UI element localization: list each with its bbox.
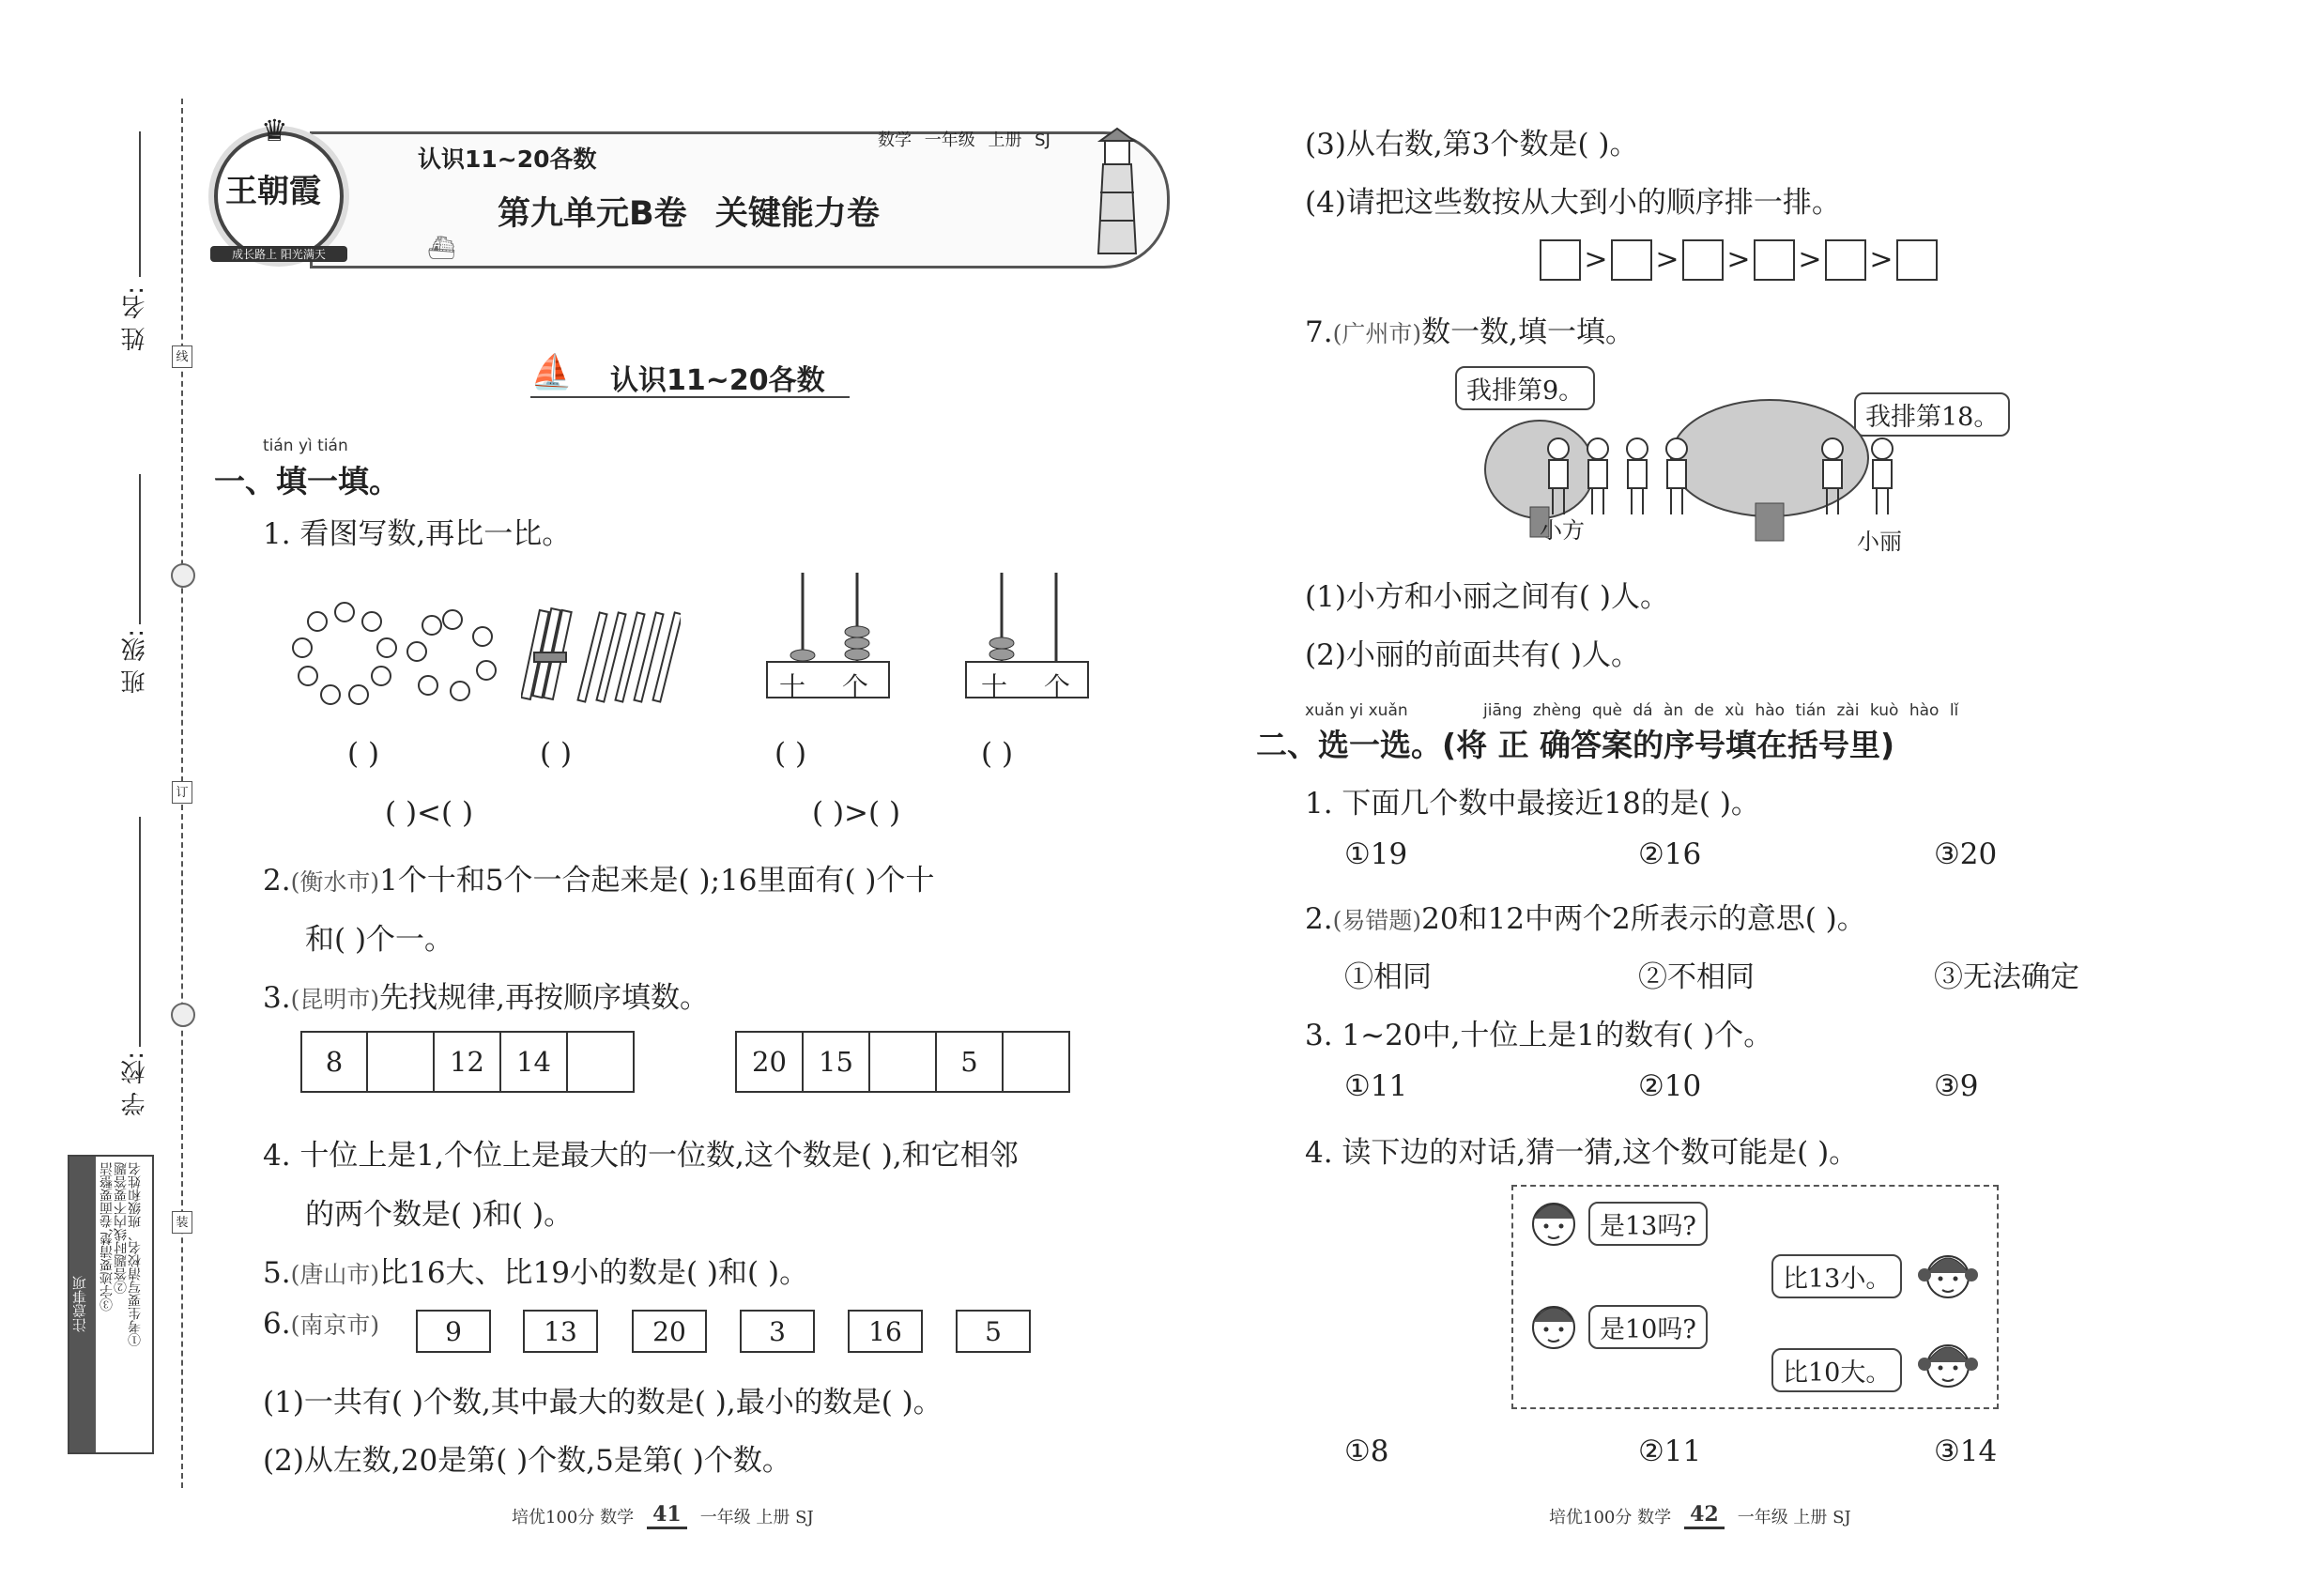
speech-bubble-9: 我排第9。 xyxy=(1455,366,1595,410)
q7-number: 7. xyxy=(1305,315,1333,349)
order-box[interactable] xyxy=(1825,239,1866,281)
q5-number: 5. xyxy=(263,1256,291,1290)
q3 xyxy=(263,974,709,1016)
p2-q2-opt-1[interactable]: ①相同 xyxy=(1344,960,1432,994)
section-heading-text: 认识11~20各数 xyxy=(610,364,825,397)
q5-text: 比16大、比19小的数是( )和( )。 xyxy=(379,1256,809,1290)
q5 xyxy=(263,1249,808,1291)
gt-sign: > xyxy=(1726,243,1751,276)
answer-paren[interactable]: ( ) xyxy=(981,737,1014,771)
footer-right-grade: 一年级 上册 SJ xyxy=(1737,1507,1851,1527)
sailboat-icon: ⛵ xyxy=(530,353,573,391)
part2-pinyin-b: jiāng zhèng què dá àn de xù hào tián zài kuò hào lǐ xyxy=(1483,701,1959,720)
q6-1: (1)一共有( )个数,其中最大的数是( ),最小的数是( )。 xyxy=(263,1386,943,1420)
number-card: 3 xyxy=(740,1310,815,1353)
footer-left-grade: 一年级 上册 SJ xyxy=(699,1507,814,1527)
p2-q2 xyxy=(1305,895,1866,937)
cut-mark: 订 xyxy=(172,781,192,804)
class-label: 班 级: xyxy=(121,629,149,695)
topic-label: 认识11~20各数 xyxy=(418,146,597,173)
part2-pinyin-a: xuǎn yi xuǎn xyxy=(1305,701,1408,720)
seq-cell: 20 xyxy=(735,1031,804,1093)
class-field[interactable] xyxy=(139,474,141,624)
seq-cell: 15 xyxy=(802,1031,870,1093)
abacus-2-label: 十 个 xyxy=(981,671,1070,702)
note-1: ①考生要写清校名、班级和姓名 xyxy=(128,1162,143,1346)
q7-source: (广州市) xyxy=(1332,320,1422,347)
footer-left-series: 培优100分 数学 xyxy=(512,1507,635,1527)
q6-3: (3)从右数,第3个数是( )。 xyxy=(1305,128,1639,161)
p2-q4-opt-1[interactable]: ①8 xyxy=(1344,1435,1389,1468)
logo xyxy=(214,113,344,261)
school-label: 学 校: xyxy=(121,1051,149,1117)
order-boxes xyxy=(1540,239,1938,281)
p2-q3: 3. 1~20中,十位上是1的数有( )个。 xyxy=(1305,1019,1773,1052)
cut-mark: 装 xyxy=(172,1211,192,1234)
q3-text: 先找规律,再按顺序填数。 xyxy=(379,981,709,1015)
crown-icon: ♛ xyxy=(261,113,288,148)
p2-q4: 4. 读下边的对话,猜一猜,这个数可能是( )。 xyxy=(1305,1136,1859,1170)
number-card: 16 xyxy=(848,1310,923,1353)
part1-pinyin: tián yì tián xyxy=(263,437,348,455)
speech-bubble-18: 我排第18。 xyxy=(1854,392,2010,437)
q4-text: 4. 十位上是1,个位上是最大的一位数,这个数是( ),和它相邻 xyxy=(263,1139,1019,1173)
seq-cell-blank[interactable] xyxy=(1002,1031,1070,1093)
q5-source: (唐山市) xyxy=(290,1261,380,1288)
seq-cell-blank[interactable] xyxy=(566,1031,635,1093)
p2-q2-text: 20和12中两个2所表示的意思( )。 xyxy=(1421,902,1866,936)
number-card: 13 xyxy=(523,1310,598,1353)
footer-right xyxy=(1549,1502,1851,1529)
p2-q1: 1. 下面几个数中最接近18的是( )。 xyxy=(1305,787,1760,821)
boy-face-icon xyxy=(1527,1194,1580,1256)
girl-face-icon xyxy=(1917,1243,1979,1309)
seq-cell: 5 xyxy=(935,1031,1004,1093)
q2-number: 2. xyxy=(263,864,291,898)
binding-hole xyxy=(171,1003,195,1027)
part2-title: 二、选一选。(将 正 确答案的序号填在括号里) xyxy=(1256,727,1895,763)
order-box[interactable] xyxy=(1540,239,1581,281)
p2-q2-number: 2. xyxy=(1305,902,1333,936)
dialog-bubble-2: 比13小。 xyxy=(1771,1254,1902,1298)
order-box[interactable] xyxy=(1896,239,1938,281)
dialog-box xyxy=(1511,1185,1999,1409)
children-queue xyxy=(1540,432,1859,521)
seq-cell-blank[interactable] xyxy=(868,1031,937,1093)
compare-gt[interactable]: ( )>( ) xyxy=(812,796,901,830)
ship-icon: ⛴ xyxy=(427,235,456,261)
q6-2: (2)从左数,20是第( )个数,5是第( )个数。 xyxy=(263,1444,791,1478)
p2-q1-opt-3[interactable]: ③20 xyxy=(1934,837,1998,871)
name-field[interactable] xyxy=(139,131,141,277)
q2-text-cont: 和( )个一。 xyxy=(305,923,454,957)
q3-number: 3. xyxy=(263,981,291,1015)
notes-title: 注意事项 xyxy=(69,1157,96,1452)
note-2: ②答题时线内不要答题 xyxy=(114,1162,129,1294)
name-label: 姓 名: xyxy=(121,286,149,352)
name-xiaofang: 小方 xyxy=(1540,517,1585,544)
q4-text-cont: 的两个数是( )和( )。 xyxy=(305,1198,574,1232)
seq-cell: 8 xyxy=(300,1031,368,1093)
dialog-bubble-1: 是13吗? xyxy=(1588,1202,1708,1246)
answer-paren[interactable]: ( ) xyxy=(540,737,573,771)
q3-source: (昆明市) xyxy=(290,986,380,1013)
gt-sign: > xyxy=(1798,243,1822,276)
bead-ring-small xyxy=(406,608,499,702)
boy-face-icon xyxy=(1527,1297,1580,1359)
meta-label: 数学 一年级 上册 SJ xyxy=(878,130,1050,150)
p2-q1-opt-1[interactable]: ①19 xyxy=(1344,837,1408,871)
p2-q4-opt-3[interactable]: ③14 xyxy=(1934,1435,1998,1468)
page-title: 第九单元B卷 关键能力卷 xyxy=(498,195,880,233)
number-card: 9 xyxy=(416,1310,491,1353)
notes-box xyxy=(68,1155,154,1454)
answer-paren[interactable]: ( ) xyxy=(774,737,807,771)
abacus-1-label: 十 个 xyxy=(779,671,868,702)
q6-source: (南京市) xyxy=(290,1312,380,1339)
page-number-left: 41 xyxy=(647,1502,687,1529)
seq-cell-blank[interactable] xyxy=(366,1031,435,1093)
child-xiaoli xyxy=(1863,432,1901,521)
p2-q2-source: (易错题) xyxy=(1332,907,1422,934)
seq-cell: 14 xyxy=(499,1031,568,1093)
answer-paren[interactable]: ( ) xyxy=(347,737,380,771)
footer-left xyxy=(512,1502,814,1529)
part1-title: 一、填一填。 xyxy=(214,463,400,499)
p2-q4-opt-2[interactable]: ②11 xyxy=(1638,1435,1702,1468)
q2 xyxy=(263,856,935,898)
dialog-bubble-4: 比10大。 xyxy=(1771,1348,1902,1392)
q7-text: 数一数,填一填。 xyxy=(1421,315,1634,349)
logo-text: 王朝霞 xyxy=(225,173,321,210)
q6 xyxy=(263,1307,379,1341)
p2-q3-opt-1[interactable]: ①11 xyxy=(1344,1069,1408,1103)
bead-ring-large xyxy=(291,601,399,709)
q7-1: (1)小方和小丽之间有( )人。 xyxy=(1305,580,1669,614)
heading-underline xyxy=(530,396,850,398)
p2-q3-opt-3[interactable]: ③9 xyxy=(1934,1069,1979,1103)
q2-source: (衡水市) xyxy=(290,868,380,896)
q1-text: 1. 看图写数,再比一比。 xyxy=(263,517,572,551)
p2-q1-opt-2[interactable]: ②16 xyxy=(1638,837,1702,871)
stick-bundle-icon xyxy=(521,601,681,709)
seq-cell: 12 xyxy=(433,1031,501,1093)
q7-2: (2)小丽的前面共有( )人。 xyxy=(1305,638,1640,672)
q2-text: 1个十和5个一合起来是( );16里面有( )个十 xyxy=(379,864,935,898)
p2-q3-opt-2[interactable]: ②10 xyxy=(1638,1069,1702,1103)
number-card: 20 xyxy=(632,1310,707,1353)
p2-q2-opt-3[interactable]: ③无法确定 xyxy=(1934,960,2079,994)
number-card: 5 xyxy=(956,1310,1031,1353)
q6-4: (4)请把这些数按从大到小的顺序排一排。 xyxy=(1305,186,1841,220)
order-box[interactable] xyxy=(1754,239,1795,281)
gt-sign: > xyxy=(1655,243,1679,276)
note-3: ③字迹要清楚,卷面要整洁 xyxy=(100,1162,115,1312)
lighthouse-icon xyxy=(1080,127,1155,258)
order-box[interactable] xyxy=(1611,239,1652,281)
school-field[interactable] xyxy=(139,817,141,1047)
binding-hole xyxy=(171,563,195,588)
q6-number: 6. xyxy=(263,1307,291,1341)
girl-face-icon xyxy=(1917,1332,1979,1398)
gt-sign: > xyxy=(1869,243,1894,276)
sequence-2 xyxy=(737,1031,1070,1093)
cut-mark: 线 xyxy=(172,345,192,368)
q7 xyxy=(1305,308,1634,350)
name-xiaoli: 小丽 xyxy=(1857,529,1902,555)
dialog-bubble-3: 是10吗? xyxy=(1588,1305,1708,1349)
compare-lt[interactable]: ( )<( ) xyxy=(385,796,474,830)
footer-right-series: 培优100分 数学 xyxy=(1549,1507,1672,1527)
p2-q2-opt-2[interactable]: ②不相同 xyxy=(1638,960,1755,994)
logo-slogan: 成长路上 阳光满天 xyxy=(210,246,347,262)
order-box[interactable] xyxy=(1682,239,1724,281)
sequence-1 xyxy=(302,1031,635,1093)
gt-sign: > xyxy=(1584,243,1608,276)
page-number-right: 42 xyxy=(1684,1502,1725,1529)
